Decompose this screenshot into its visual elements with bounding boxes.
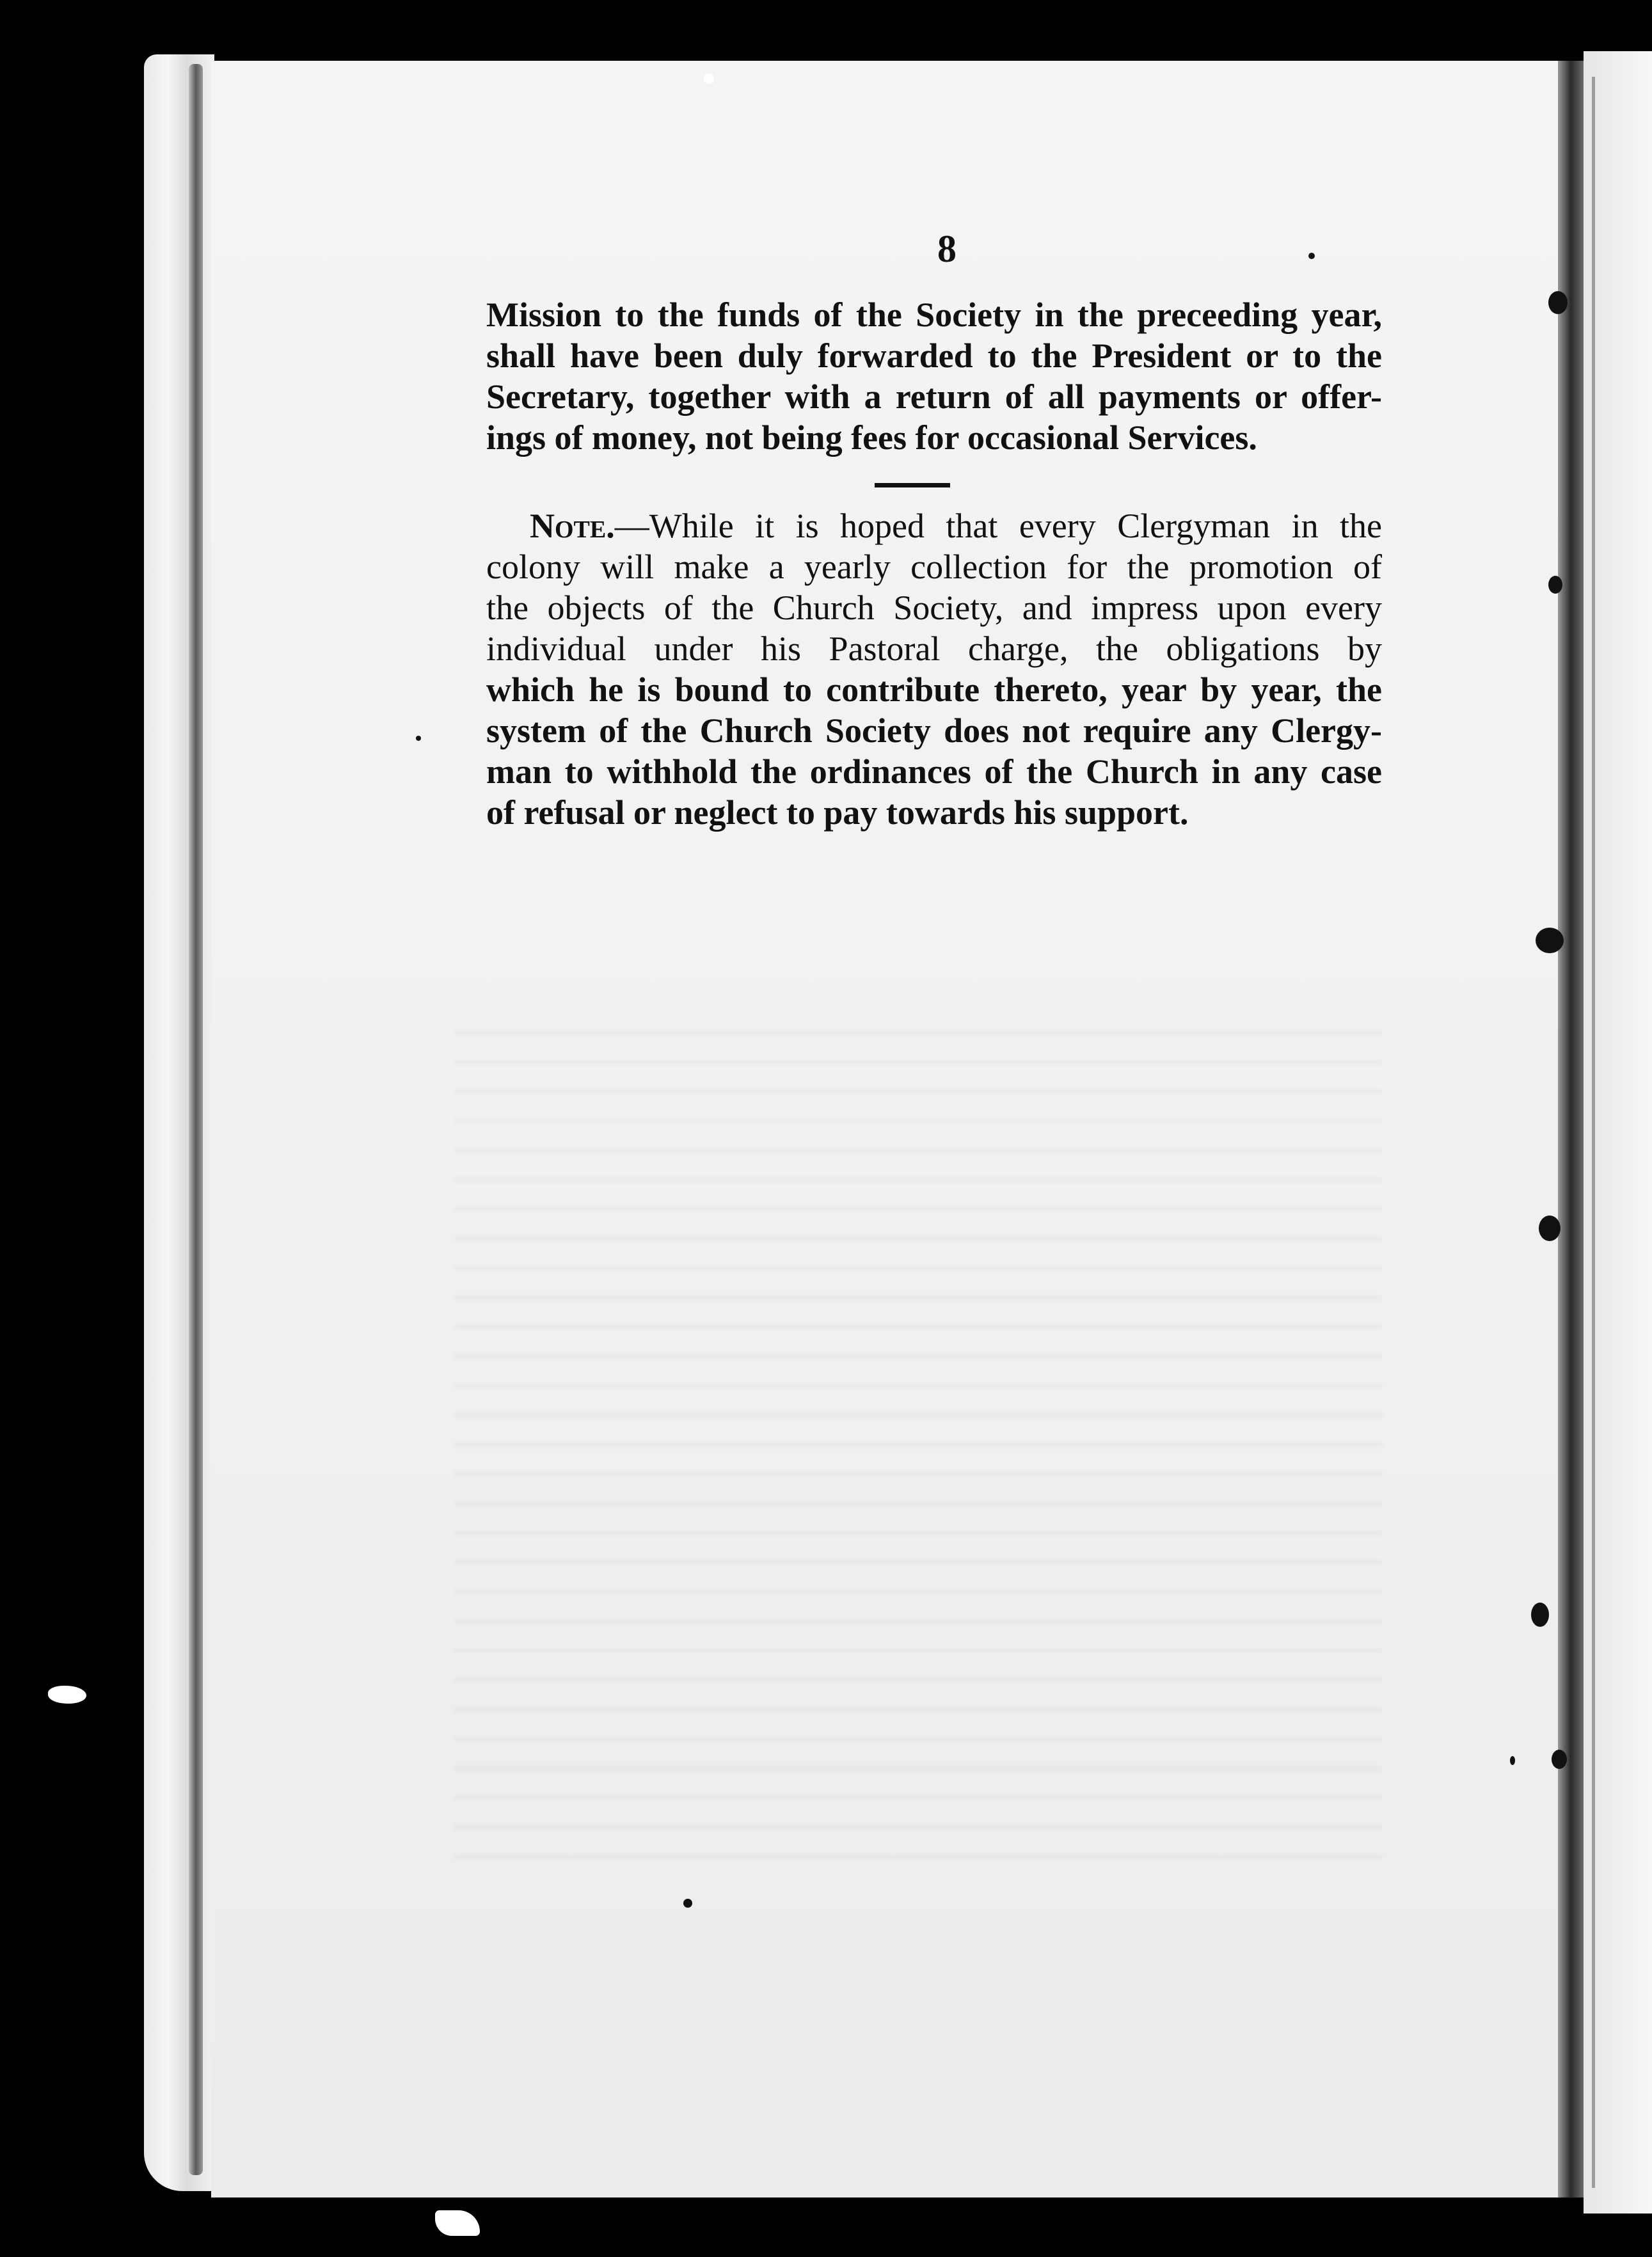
binding-spine: [144, 54, 214, 2191]
binding-hole: [1548, 291, 1568, 314]
page-number: 8: [937, 228, 957, 270]
note-first-line: [486, 505, 1382, 546]
paragraph-line: Mission to the funds of the Society in the preceeding year,: [486, 296, 1382, 334]
note-first-line-text: While it is hoped that every Clergyman in the: [649, 507, 1382, 545]
paragraph-line: Secretary, together with a return of all payments or offer-: [486, 377, 1382, 416]
paragraph-line: ings of money, not being fees for occasional Services.: [486, 418, 1257, 457]
ink-speck: [1510, 1756, 1515, 1765]
scan-artifact: [704, 74, 714, 84]
note-line: system of the Church Society does not require any Clergy-: [486, 711, 1382, 750]
note-line: the objects of the Church Society, and impress upon every: [486, 589, 1382, 627]
ink-speck: [683, 1899, 692, 1908]
binding-hole: [1531, 1603, 1549, 1627]
ink-speck: [416, 736, 421, 741]
adjacent-page-line: [1592, 77, 1595, 2188]
note-line: individual under his Pastoral charge, the obligations by: [486, 630, 1382, 668]
note-line: man to withhold the ordinances of the Church in any case: [486, 752, 1382, 791]
binding-hole: [1536, 928, 1564, 953]
binding-edge: [189, 64, 203, 2175]
note-dash: —: [614, 507, 649, 545]
right-fold: [1558, 61, 1584, 2198]
binding-hole: [1548, 576, 1562, 594]
section-divider: [875, 483, 950, 487]
note-line: which he is bound to contribute thereto, year by year, the: [486, 670, 1382, 709]
scan-artifact: [435, 2210, 480, 2236]
note-line: colony will make a yearly collection for the promotion of: [486, 548, 1382, 586]
note-label: Note.: [530, 507, 615, 545]
scan-artifact: [48, 1686, 86, 1704]
paragraph-line: shall have been duly forwarded to the President or to the: [486, 337, 1382, 375]
binding-hole: [1539, 1216, 1561, 1241]
binding-hole: [1552, 1750, 1567, 1769]
note-line: of refusal or neglect to pay towards his support.: [486, 793, 1189, 832]
note-text: [486, 505, 1382, 833]
paragraph-text: [486, 294, 1382, 458]
ink-speck: [1308, 253, 1315, 259]
